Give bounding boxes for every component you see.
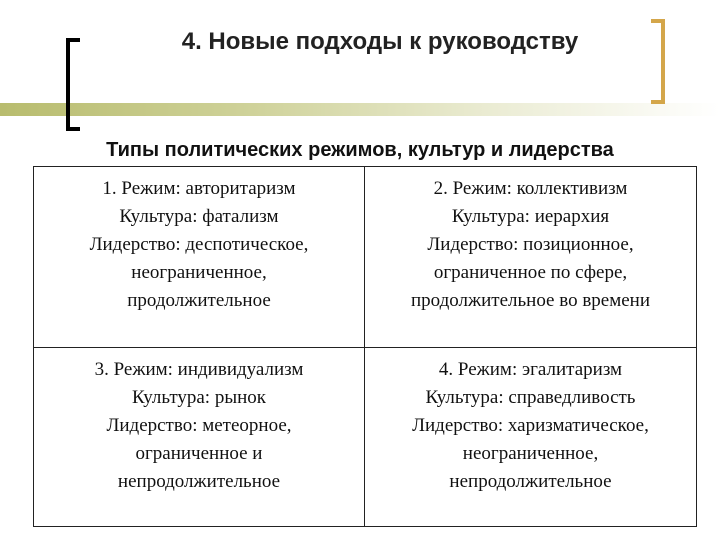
leadership-text: неограниченное, bbox=[462, 443, 599, 464]
regime-text: 4. Режим: эгалитаризм bbox=[438, 359, 623, 380]
table-cell-3 bbox=[34, 348, 365, 526]
regimes-table bbox=[33, 166, 697, 527]
regime-text: 3. Режим: индивидуализм bbox=[94, 359, 304, 380]
culture-text: Культура: фатализм bbox=[119, 206, 279, 227]
leadership-text: ограниченное и bbox=[135, 443, 263, 464]
leadership-text: Лидерство: харизматическое, bbox=[412, 415, 649, 436]
leadership-text: Лидерство: деспотическое, bbox=[89, 234, 309, 255]
culture-text: Культура: справедливость bbox=[425, 387, 636, 408]
leadership-text: неограниченное, bbox=[131, 262, 267, 283]
regime-text: 1. Режим: авторитаризм bbox=[102, 178, 296, 199]
culture-text: Культура: иерархия bbox=[451, 206, 610, 227]
slide-title: 4. Новые подходы к руководству bbox=[181, 28, 579, 55]
right-bracket-bottom bbox=[651, 100, 665, 104]
table-cell-2 bbox=[365, 167, 696, 348]
left-bracket-vertical bbox=[66, 38, 70, 131]
regime-text: 2. Режим: коллективизм bbox=[433, 178, 628, 199]
leadership-text: продолжительное bbox=[127, 290, 271, 311]
table-cell-4 bbox=[365, 348, 696, 526]
leadership-text: Лидерство: метеорное, bbox=[106, 415, 292, 436]
leadership-text: непродолжительное bbox=[449, 471, 612, 492]
table-caption: Типы политических режимов, культур и лидерства bbox=[106, 139, 614, 161]
decorative-bar bbox=[0, 103, 720, 116]
leadership-text: Лидерство: позиционное, bbox=[427, 234, 634, 255]
table-cell-1 bbox=[34, 167, 365, 348]
right-bracket-vertical bbox=[661, 19, 665, 104]
culture-text: Культура: рынок bbox=[131, 387, 266, 408]
right-bracket-top bbox=[651, 19, 665, 23]
leadership-text: ограниченное по сфере, bbox=[433, 262, 628, 283]
left-bracket-top bbox=[66, 38, 80, 42]
leadership-text: непродолжительное bbox=[117, 471, 281, 492]
left-bracket-bottom bbox=[66, 127, 80, 131]
leadership-text: продолжительное во времени bbox=[410, 290, 651, 311]
